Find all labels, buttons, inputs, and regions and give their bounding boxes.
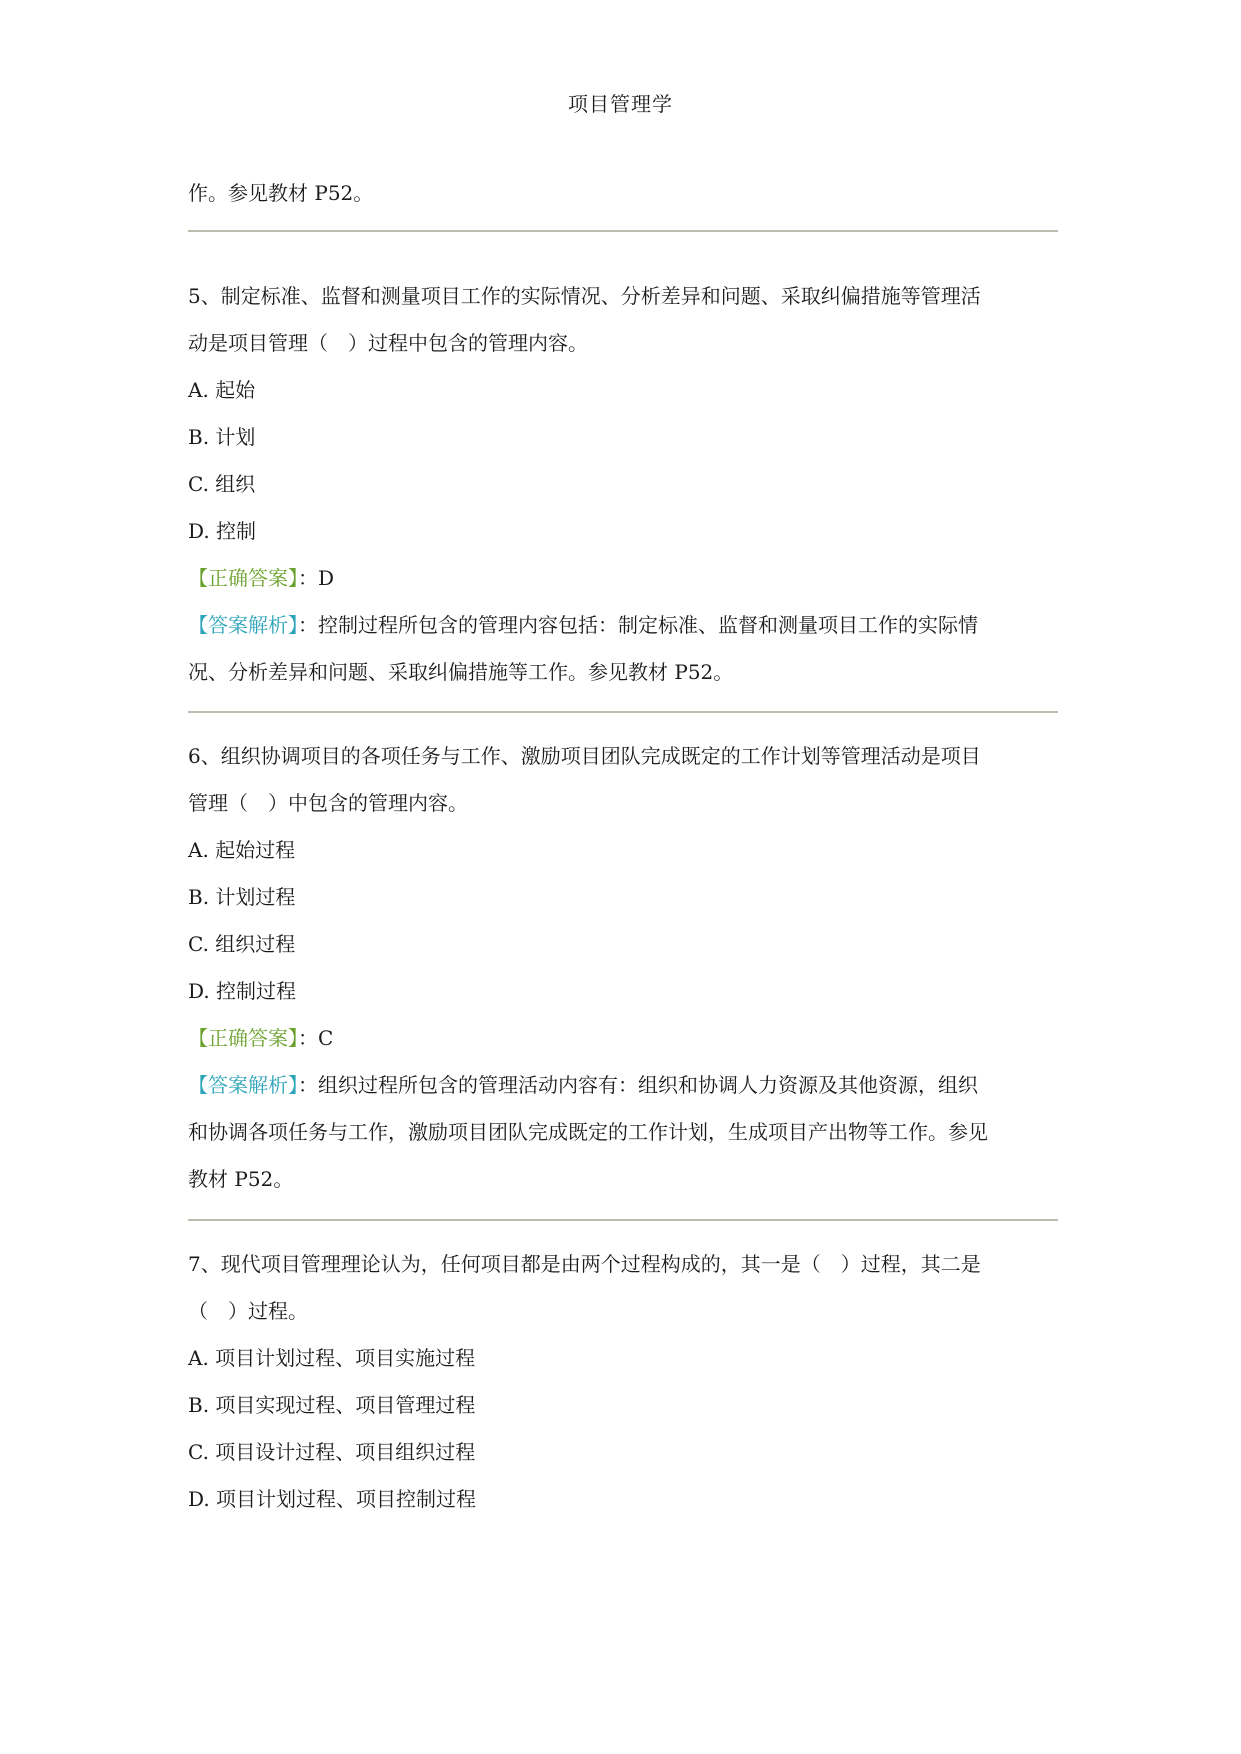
question-6	[188, 733, 1058, 1203]
divider	[188, 1219, 1058, 1221]
correct-answer-tag: 【正确答案】	[188, 1026, 298, 1050]
correct-answer-value: D	[318, 566, 335, 590]
analysis-tag: 【答案解析】	[188, 613, 298, 637]
option-c: C. 组织过程	[188, 932, 296, 956]
analysis-text-line: 和协调各项任务与工作，激励项目团队完成既定的工作计划，生成项目产出物等工作。参见	[188, 1120, 988, 1144]
question-stem-line: 7、现代项目管理理论认为，任何项目都是由两个过程构成的，其一是（ ）过程，其二是	[188, 1252, 981, 1276]
analysis-text: ：控制过程所包含的管理内容包括：制定标准、监督和测量项目工作的实际情	[298, 613, 978, 637]
option-a: A. 项目计划过程、项目实施过程	[188, 1346, 476, 1370]
answer-separator: ：	[298, 566, 318, 590]
option-b: B. 计划	[188, 425, 256, 449]
question-stem-line: 6、组织协调项目的各项任务与工作、激励项目团队完成既定的工作计划等管理活动是项目	[188, 744, 981, 768]
analysis-tag: 【答案解析】	[188, 1073, 298, 1097]
answer-separator: ：	[298, 1026, 318, 1050]
option-a: A. 起始过程	[188, 838, 296, 862]
analysis-text-line: 况、分析差异和问题、采取纠偏措施等工作。参见教材 P52。	[188, 660, 734, 684]
correct-answer-tag: 【正确答案】	[188, 566, 298, 590]
analysis-row	[188, 602, 1058, 649]
option-c: C. 组织	[188, 472, 256, 496]
analysis-text-line: 教材 P52。	[188, 1167, 294, 1191]
correct-answer-value: C	[318, 1026, 334, 1050]
question-stem-line: 5、制定标准、监督和测量项目工作的实际情况、分析差异和问题、采取纠偏措施等管理活	[188, 284, 981, 308]
question-5	[188, 273, 1058, 696]
question-stem-line: （ ）过程。	[188, 1299, 308, 1323]
divider	[188, 711, 1058, 713]
option-d: D. 控制	[188, 519, 257, 543]
option-c: C. 项目设计过程、项目组织过程	[188, 1440, 476, 1464]
previous-analysis-continuation: 作。参见教材 P52。	[188, 181, 374, 205]
correct-answer-row	[188, 555, 1058, 602]
question-stem-line: 管理（ ）中包含的管理内容。	[188, 791, 468, 815]
option-d: D. 项目计划过程、项目控制过程	[188, 1487, 477, 1511]
correct-answer-row	[188, 1015, 1058, 1062]
divider	[188, 230, 1058, 232]
analysis-text: ：组织过程所包含的管理活动内容有：组织和协调人力资源及其他资源，组织	[298, 1073, 978, 1097]
option-b: B. 项目实现过程、项目管理过程	[188, 1393, 476, 1417]
question-7	[188, 1241, 1058, 1523]
question-stem-line: 动是项目管理（ ）过程中包含的管理内容。	[188, 331, 588, 355]
option-d: D. 控制过程	[188, 979, 297, 1003]
document-body	[188, 170, 1058, 1523]
analysis-row	[188, 1062, 1058, 1109]
option-b: B. 计划过程	[188, 885, 296, 909]
option-a: A. 起始	[188, 378, 256, 402]
page-header-title: 项目管理学	[568, 92, 673, 116]
